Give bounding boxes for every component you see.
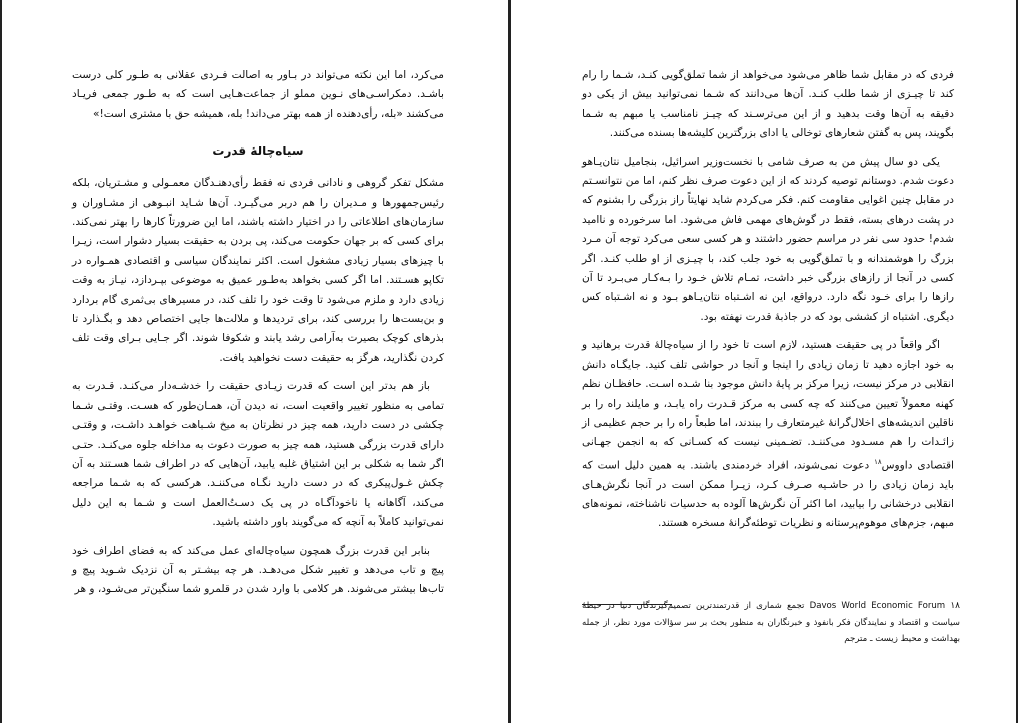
right-paragraph-part: دعوت نمی‌شوند، افراد خردمندی باشند. به همین دلیل است که باید زمان زیادی را در حاشـیه صـرف کـرد، زیـرا ممکن است در آنجا نگرش‌هـای انقلابی درخشانی را بیابید، اما اکثر آن نگرش‌ها آلوده به حدسیات ناشناخته، نمونه‌های مبهم، جزم‌های موهوم‌پرستانه و نظریات توطئه‌گرانهٔ مسخره هستند. <box>582 459 954 530</box>
footnote <box>582 598 960 648</box>
left-paragraph: باز هم بدتر این است که قدرت زیـادی حقیقت را خدشـه‌دار می‌کنـد. قـدرت به تمامی به منظور تغییر واقعیت است، نه دیدن آن، همـان‌طور که هسـت. وقتـی شـما چکشی در دست دارید، همه چیز در نظرتان به میخ شـباهت خواهـد داشـت، و وقتـی دارای قدرت بزرگی هستید، همه چیز به صورت دعوت به مداخله جلوه می‌کنـد. حتـی اگر شما به شکلی بر این اشتیاق غلبه یابید، آن‌هایی که در اطراف شما هسـتند به آن چکش غـول‌پیکری که در دست دارید نگـاه می‌کننـد. هرکسی که به شـما مراجعه می‌کند، آگاهانه یا ناخودآگـاه در پی یک دسـتُ‌العمل است و شـما به این دلیل نمی‌توانید کاملاً به آنچه که می‌گویند باور داشته باشید. <box>72 380 444 529</box>
page-gutter <box>509 0 511 723</box>
footnote-text: تجمع شماری از قدرتمندترین تصمیم‌گیرندگان دنیا در حیطهٔ سیاست و اقتصاد و نمایندگان فکر بانفوذ و خبرنگاران به منظور بحث بر سر سؤالات مورد نظر، از جمله بهداشت و محیط زیست ـ مترجم <box>582 601 960 644</box>
left-paragraph-intro: می‌کرد، اما این نکته می‌تواند در بـاور به اصالت فـردی عقلانی به طـور کلی درست باشـد. دمکراسـی‌های نـوین مملو از جماعت‌هـایی است که به طـور جمعی فریـاد می‌کشند «بله، رأی‌دهنده از همه بهتر می‌داند! بله، همیشه حق با مشتری است!» <box>72 69 444 120</box>
section-heading: سیاه‌چالهٔ قدرت <box>212 144 304 159</box>
right-paragraph-with-footnote <box>582 336 954 534</box>
right-paragraph: فردی که در مقابل شما ظاهر می‌شود می‌خواهد از شما تملق‌گویی کنـد، شـما را رام کند تا چیـزی از شما طلب کنـد. آن‌ها می‌دانند که شـما نمی‌توانید بیش از یکی دو دقیقه به آن‌ها وقت بدهید و از این می‌ترسـند که چیـز نامناسب یا مبهم به شـما بگویند، پس به گفتن شعارهای توخالی یا ادای بزرگترین کلیشه‌ها بسنده می‌کنند. <box>582 69 954 140</box>
right-page-text <box>582 66 954 543</box>
right-paragraph-part: اگر واقعاً در پی حقیقت هستید، لازم است تا خود را از سیاه‌چالهٔ قدرت برهانید و به خود اجازه دهید تا زمان زیادی را اینجا و آنجا در حواشی تلف کنید. جایگـاه دانش انقلابی در مرکز نیست، زیرا مرکز بر پایهٔ دانش موجود بنا شـده اسـت. حافظـان نظم کهنه معمولاً تعیین می‌کنند که چه کسی به مرکز قـدرت راه یابـد، و مایلند راه را بر ناقلین اندیشه‌های اخلال‌گرانهٔ غیرمتعارف را ببندند، اما طبعاً راه را بر حجم عظیمی از زائـدات را هم مسـدود می‌کننـد. تضـمینی نیست که کسـانی که به انجمن جهـانی اقتصادی داووس <box>582 339 954 472</box>
footnote-number: ۱۸ <box>950 601 961 611</box>
footnote-reference: ۱۸ <box>874 457 882 466</box>
left-paragraph: بنابر این قدرت بزرگ همچون سیاه‌چاله‌ای عمل می‌کند که به فضای اطراف خود پیچ و تاب می‌دهد و تغییر شکل می‌دهـد. هر چه بیشـتر به آن نزدیک شـوید پیچ و تاب‌ها بیشتر می‌شوند. هر کلامی با وارد شدن در قلمرو شما سنگین‌تر می‌شـود، و هر <box>72 544 444 596</box>
footnote-latin-term: Davos World Economic Forum <box>809 601 946 611</box>
right-paragraph: یکی دو سال پیش من به صرف شامی با نخست‌وزیر اسرائیل، بنجامیل نتان‌یـاهو دعوت شدم. دوستانم توصیه کردند که از این دعوت صرف نظر کنم، اما من نتوانسـتم در مقابل چنین اغوایی مقاومت کنم. فکر می‌کردم شاید نهایتاً راز بزرگی را بشنوم که در پشت درهای بسته، فقط در گوش‌های مهمی فاش می‌شود. اما سرخورده و ناامید شدم! حدود سی نفر در مراسم حضور داشتند و هر کسی سعی می‌کرد توجه آن مـرد بزرگ را هوشمندانه و با تملق‌گویی به خود جلب کند، با چیـزی از او طلب کنـد. اگر کسی در آنجا از رازهای بزرگی خبر داشت، تمـام تلاش خـود را بـه‌کـار می‌بـرد تا آن رازها را برای خـود نگه دارد. درواقع، این نه اشـتباه نتان‌یـاهو بـود و نه اشـتباه کس دیگری. اشتباه از کششی بود که در جاذبهٔ قدرت نهفته بود. <box>582 155 954 323</box>
left-page-text <box>72 66 444 609</box>
left-paragraph: مشکل تفکر گروهی و نادانی فردی نه فقط رأی‌دهنـدگان معمـولی و مشـتریان، بلکه رئیس‌جمهورها و مـدیران را هم دربر می‌گیـرد. آن‌ها شـاید انبـوهی از مشـاوران و سازمان‌های اطلاعاتی را در اختیار داشته باشند، اما این ضرورتاً کارها را بهتر نمی‌کند. برای کسی که بر جهان حکومت می‌کند، پی بردن به حقیقت بسیار دشوار است، زیـرا با چیزهای بسیار زیادی مشغول است. اکثر نمایندگان سیاسی و اقتصادی همـواره در تکاپو هسـتند. اما اگر کسی بخواهد به‌طـور عمیق به موضوعی بپـردازد، نیـاز به وقت زیادی دارد و ملزم می‌شود تا وقت خود را تلف کند، در مسیرهای بی‌ثمری گام بردارد و بن‌بست‌ها را بررسی کند، برای تردیدها و ملالت‌ها جایی اختصاص دهد و بگـذارد تا بذرهای کوچک بصیرت به‌آرامی رشد یابند و شکوفا شوند. اگر جـایی بـرای وقت تلف کردن نگذارید، هرگز به حقیقت دست نخواهید یافت. <box>72 177 444 364</box>
